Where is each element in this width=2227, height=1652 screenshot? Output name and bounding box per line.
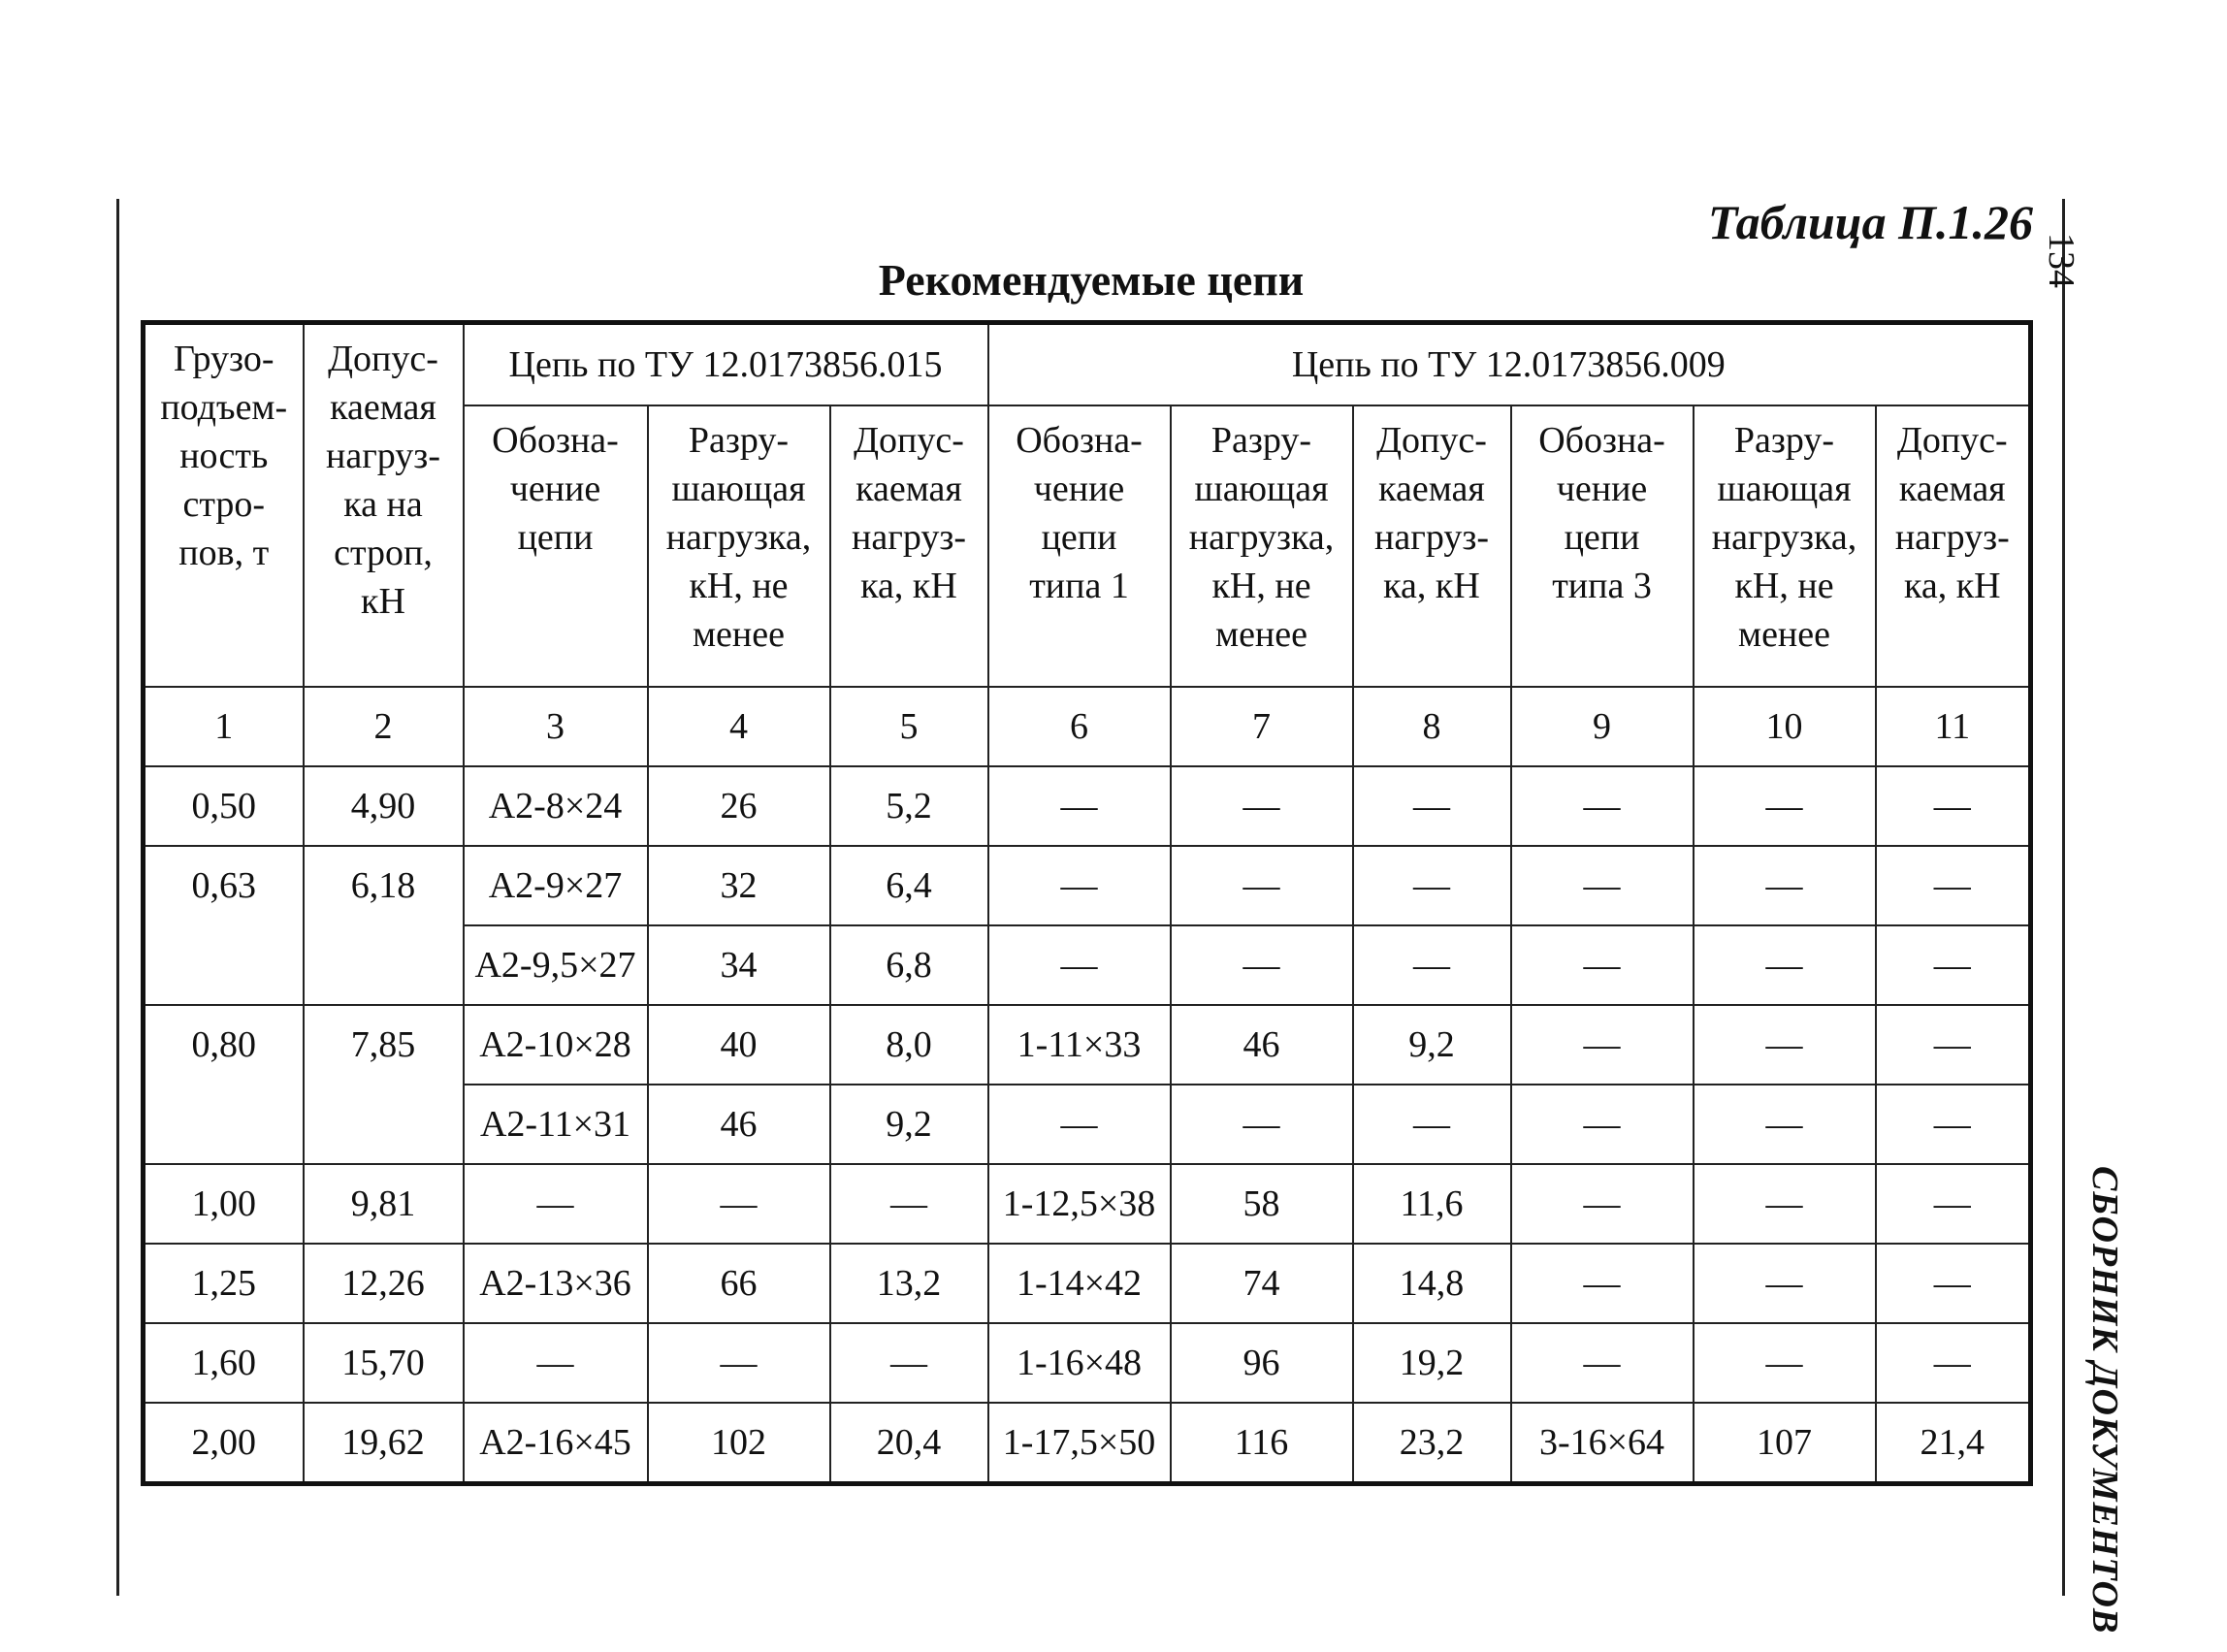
- table-cell: —: [1511, 925, 1694, 1005]
- right-margin-rule: [2062, 199, 2065, 1596]
- table-cell: 4,90: [304, 766, 464, 846]
- column-number: 3: [464, 687, 648, 766]
- table-cell: —: [1171, 846, 1353, 925]
- column-number: 9: [1511, 687, 1694, 766]
- table-cell: 1-11×33: [988, 1005, 1171, 1085]
- table-cell: 32: [648, 846, 830, 925]
- table-cell: —: [1694, 1005, 1876, 1085]
- table-cell: —: [1511, 1323, 1694, 1403]
- table-cell: 12,26: [304, 1244, 464, 1323]
- table-cell: —: [464, 1164, 648, 1244]
- table-cell: 20,4: [830, 1403, 988, 1484]
- side-running-title: СБОРНИК ДОКУМЕНТОВ: [2084, 1166, 2125, 1635]
- table-cell: А2-13×36: [464, 1244, 648, 1323]
- table-cell: 9,81: [304, 1164, 464, 1244]
- table-row: [144, 1005, 2031, 1085]
- table-cell: 13,2: [830, 1244, 988, 1323]
- table-cell: 40: [648, 1005, 830, 1085]
- table-cell: 1-16×48: [988, 1323, 1171, 1403]
- table-cell: 6,8: [830, 925, 988, 1005]
- table-cell: 34: [648, 925, 830, 1005]
- table-cell: —: [1694, 1164, 1876, 1244]
- header-designation-type3: Обозна- чение цепи типа 3: [1511, 405, 1694, 687]
- column-number: 7: [1171, 687, 1353, 766]
- table-cell: 8,0: [830, 1005, 988, 1085]
- header-breaking-load: Разру- шающая нагрузка, кН, не менее: [648, 405, 830, 687]
- table-cell: —: [648, 1323, 830, 1403]
- table-cell: 19,62: [304, 1403, 464, 1484]
- table-cell: 0,63: [144, 846, 304, 1005]
- table-cell: 0,50: [144, 766, 304, 846]
- table-cell: —: [1511, 846, 1694, 925]
- table-cell: —: [1876, 1005, 2031, 1085]
- table-cell: 74: [1171, 1244, 1353, 1323]
- table-cell: 21,4: [1876, 1403, 2031, 1484]
- column-number: 5: [830, 687, 988, 766]
- table-cell: 23,2: [1353, 1403, 1511, 1484]
- table-row: [144, 1403, 2031, 1484]
- table-cell: А2-8×24: [464, 766, 648, 846]
- table-cell: —: [1511, 1164, 1694, 1244]
- column-number: 1: [144, 687, 304, 766]
- table-cell: —: [648, 1164, 830, 1244]
- table-cell: —: [1694, 1085, 1876, 1164]
- column-number: 10: [1694, 687, 1876, 766]
- table-cell: 9,2: [830, 1085, 988, 1164]
- table-cell: —: [988, 1085, 1171, 1164]
- header-allowed-load-type1: Допус- каемая нагруз- ка, кН: [1353, 405, 1511, 687]
- column-number: 4: [648, 687, 830, 766]
- table-cell: —: [988, 925, 1171, 1005]
- header-designation-type1: Обозна- чение цепи типа 1: [988, 405, 1171, 687]
- table-cell: —: [1876, 766, 2031, 846]
- table-cell: —: [1353, 766, 1511, 846]
- table-cell: —: [1353, 1085, 1511, 1164]
- header-capacity: Грузо- подъем- ность стро- пов, т: [144, 323, 304, 688]
- table-cell: 3-16×64: [1511, 1403, 1694, 1484]
- table-cell: 6,18: [304, 846, 464, 1005]
- table-cell: 19,2: [1353, 1323, 1511, 1403]
- table-cell: 7,85: [304, 1005, 464, 1164]
- table-cell: —: [1694, 846, 1876, 925]
- table-cell: —: [1171, 1085, 1353, 1164]
- table-cell: 102: [648, 1403, 830, 1484]
- table-label: Таблица П.1.26: [1707, 195, 2033, 249]
- table-cell: А2-10×28: [464, 1005, 648, 1085]
- table-cell: 107: [1694, 1403, 1876, 1484]
- table-row: [144, 846, 2031, 925]
- table-cell: —: [1876, 846, 2031, 925]
- page-number: 134: [2041, 233, 2082, 288]
- table-cell: А2-16×45: [464, 1403, 648, 1484]
- table-cell: —: [988, 846, 1171, 925]
- header-allowed-load-sling: Допус- каемая нагруз- ка на строп, кН: [304, 323, 464, 688]
- table-cell: А2-11×31: [464, 1085, 648, 1164]
- table-cell: А2-9,5×27: [464, 925, 648, 1005]
- table-cell: 5,2: [830, 766, 988, 846]
- table-cell: 116: [1171, 1403, 1353, 1484]
- table-cell: 1-17,5×50: [988, 1403, 1171, 1484]
- table-cell: 26: [648, 766, 830, 846]
- table-cell: 46: [648, 1085, 830, 1164]
- table-cell: —: [1876, 925, 2031, 1005]
- table-cell: 1,60: [144, 1323, 304, 1403]
- table-cell: 1-12,5×38: [988, 1164, 1171, 1244]
- chains-table: [141, 320, 2033, 1486]
- header-group-009: Цепь по ТУ 12.0173856.009: [988, 323, 2031, 406]
- table-cell: —: [1171, 766, 1353, 846]
- table-cell: 1,25: [144, 1244, 304, 1323]
- table-cell: —: [1694, 1244, 1876, 1323]
- table-title: Рекомендуемые цепи: [878, 255, 1305, 305]
- table-cell: 14,8: [1353, 1244, 1511, 1323]
- header-group-015: Цепь по ТУ 12.0173856.015: [464, 323, 988, 406]
- header-breaking-load-type1: Разру- шающая нагрузка, кН, не менее: [1171, 405, 1353, 687]
- header-designation: Обозна- чение цепи: [464, 405, 648, 687]
- table-cell: —: [1511, 1005, 1694, 1085]
- table-cell: 6,4: [830, 846, 988, 925]
- table-cell: —: [1876, 1323, 2031, 1403]
- header-breaking-load-type3: Разру- шающая нагрузка, кН, не менее: [1694, 405, 1876, 687]
- table-cell: —: [1511, 766, 1694, 846]
- table-cell: —: [1694, 766, 1876, 846]
- table-cell: 58: [1171, 1164, 1353, 1244]
- table-cell: 2,00: [144, 1403, 304, 1484]
- column-number: 11: [1876, 687, 2031, 766]
- left-margin-rule: [116, 199, 119, 1596]
- table-cell: 11,6: [1353, 1164, 1511, 1244]
- table-cell: 1,00: [144, 1164, 304, 1244]
- table-cell: —: [1876, 1244, 2031, 1323]
- table-cell: —: [1171, 925, 1353, 1005]
- table-cell: —: [830, 1164, 988, 1244]
- table-cell: 66: [648, 1244, 830, 1323]
- table-cell: —: [1511, 1085, 1694, 1164]
- column-number-row: [144, 687, 2031, 766]
- column-number: 8: [1353, 687, 1511, 766]
- table-cell: —: [1511, 1244, 1694, 1323]
- column-number: 2: [304, 687, 464, 766]
- table-cell: —: [1694, 1323, 1876, 1403]
- table-cell: 9,2: [1353, 1005, 1511, 1085]
- header-allowed-load-type3: Допус- каемая нагруз- ка, кН: [1876, 405, 2031, 687]
- table-cell: 0,80: [144, 1005, 304, 1164]
- table-cell: 1-14×42: [988, 1244, 1171, 1323]
- table-cell: —: [988, 766, 1171, 846]
- table-cell: —: [464, 1323, 648, 1403]
- table-row: [144, 766, 2031, 846]
- table-cell: 96: [1171, 1323, 1353, 1403]
- table-row: [144, 1323, 2031, 1403]
- header-allowed-load: Допус- каемая нагруз- ка, кН: [830, 405, 988, 687]
- table-cell: —: [1876, 1164, 2031, 1244]
- table-cell: —: [1353, 925, 1511, 1005]
- table-cell: 46: [1171, 1005, 1353, 1085]
- column-number: 6: [988, 687, 1171, 766]
- table-row: [144, 1244, 2031, 1323]
- table-cell: —: [830, 1323, 988, 1403]
- table-cell: 15,70: [304, 1323, 464, 1403]
- table-cell: —: [1694, 925, 1876, 1005]
- table-row: [144, 1164, 2031, 1244]
- table-cell: А2-9×27: [464, 846, 648, 925]
- table-cell: —: [1353, 846, 1511, 925]
- table-cell: —: [1876, 1085, 2031, 1164]
